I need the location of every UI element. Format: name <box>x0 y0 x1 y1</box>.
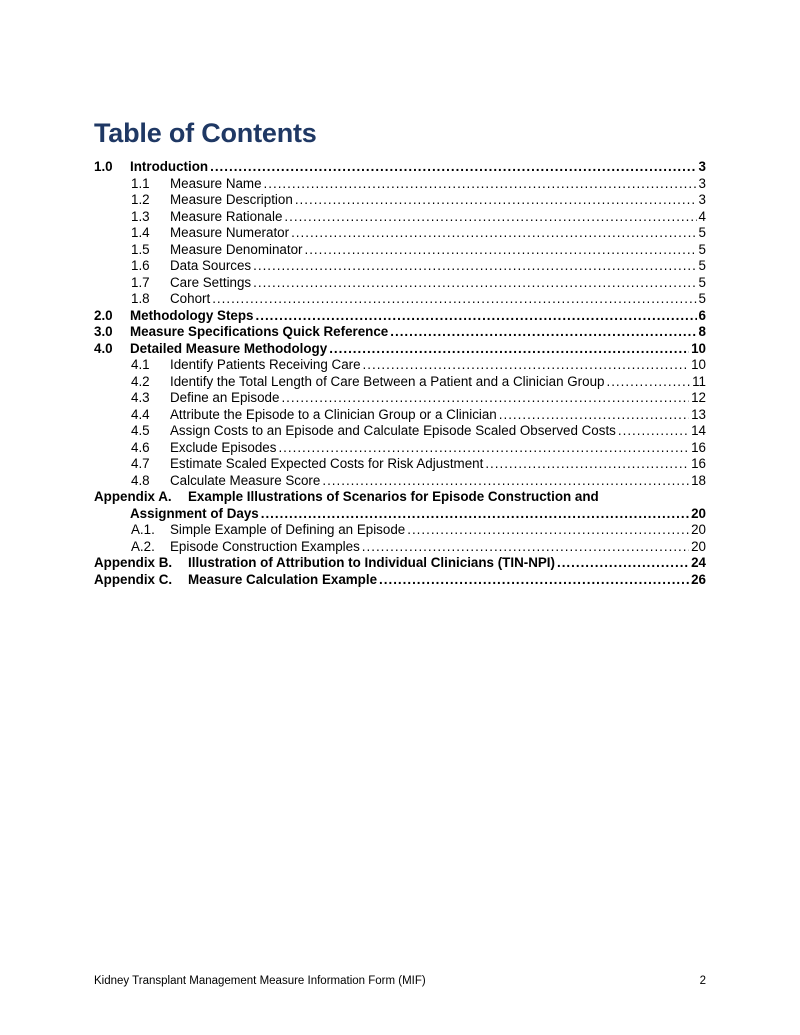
toc-entry-page: 5 <box>698 241 706 257</box>
toc-entry-label: Measure Name <box>170 175 262 191</box>
toc-entry-number: 4.5 <box>131 423 150 438</box>
toc-leader <box>618 423 689 440</box>
toc-leader <box>278 440 689 457</box>
table-of-contents <box>94 159 706 588</box>
toc-entry-number: 1.7 <box>131 274 150 290</box>
toc-entry-number: 4.7 <box>131 456 150 471</box>
toc-entry-page: 5 <box>698 258 706 273</box>
toc-leader <box>256 308 697 325</box>
toc-entry-label: Measure Calculation Example <box>188 571 378 587</box>
toc-entry-page: 8 <box>698 324 706 339</box>
toc-entry-page: 3 <box>698 159 706 174</box>
toc-entry-appendix-a-heading[interactable] <box>94 489 706 506</box>
toc-entry-page: 16 <box>691 456 706 471</box>
toc-entry-label: Introduction <box>130 159 209 174</box>
toc-entry-page: 20 <box>691 538 706 554</box>
toc-entry-label: Measure Rationale <box>170 208 283 224</box>
toc-entry-number: 1.0 <box>94 159 113 174</box>
toc-entry-label: Measure Description <box>170 192 293 207</box>
toc-entry-label: Data Sources <box>170 258 252 273</box>
toc-entry-page: 4 <box>698 208 706 224</box>
toc-entry-number: Appendix C. <box>94 571 173 587</box>
toc-leader <box>322 473 689 490</box>
toc-leader <box>485 456 689 473</box>
toc-entry-appendix-b[interactable] <box>94 555 706 572</box>
toc-entry-1-6[interactable] <box>94 258 706 275</box>
toc-entry-a-2[interactable] <box>94 539 706 556</box>
toc-entry-page: 11 <box>692 373 706 389</box>
toc-entry-4-5[interactable] <box>94 423 706 440</box>
toc-entry-a-1[interactable] <box>94 522 706 539</box>
toc-entry-number: 4.0 <box>94 340 113 356</box>
toc-entry-1-8[interactable] <box>94 291 706 308</box>
toc-entry-label: Measure Denominator <box>170 241 303 257</box>
toc-entry-page: 5 <box>698 291 706 306</box>
toc-leader <box>304 242 696 259</box>
toc-entry-number: 1.6 <box>131 258 150 273</box>
toc-leader <box>261 506 689 523</box>
toc-entry-4-0[interactable] <box>94 341 706 358</box>
toc-entry-4-2[interactable] <box>94 374 706 391</box>
toc-entry-4-7[interactable] <box>94 456 706 473</box>
toc-main-entries <box>94 159 706 489</box>
toc-entry-number: 1.4 <box>131 225 150 240</box>
toc-leader <box>253 275 696 292</box>
toc-leader <box>210 159 696 176</box>
toc-entry-number: A.2. <box>131 538 155 554</box>
toc-leader <box>379 572 689 589</box>
toc-entry-page: 3 <box>698 192 706 207</box>
toc-entry-number: 4.1 <box>131 357 150 372</box>
toc-appendix-a <box>94 489 706 555</box>
toc-entry-page: 13 <box>691 406 706 422</box>
toc-entry-page: 18 <box>691 472 706 488</box>
toc-entry-page: 20 <box>691 505 706 521</box>
toc-entry-1-0[interactable] <box>94 159 706 176</box>
toc-entry-label: Care Settings <box>170 274 252 290</box>
toc-entry-label: Cohort <box>170 291 211 306</box>
toc-entry-page: 26 <box>691 571 706 587</box>
toc-leader <box>362 539 689 556</box>
toc-entry-label: Example Illustrations of Scenarios for Episode Construction and <box>188 489 599 504</box>
toc-entry-4-8[interactable] <box>94 473 706 490</box>
toc-leader <box>291 225 696 242</box>
toc-entry-label: Calculate Measure Score <box>170 472 321 488</box>
toc-leader <box>363 357 690 374</box>
toc-entry-page: 5 <box>698 274 706 290</box>
toc-entry-appendix-a[interactable] <box>94 506 706 523</box>
toc-entry-number: 1.2 <box>131 192 150 207</box>
toc-leader <box>295 192 697 209</box>
toc-entry-page: 10 <box>691 340 706 356</box>
toc-entry-label: Measure Specifications Quick Reference <box>130 324 389 339</box>
toc-entry-4-1[interactable] <box>94 357 706 374</box>
toc-entry-page: 10 <box>691 357 706 372</box>
toc-entry-number: 3.0 <box>94 324 113 339</box>
toc-entry-page: 12 <box>691 390 706 405</box>
toc-entry-label: Episode Construction Examples <box>170 538 360 554</box>
page-title: Table of Contents <box>94 118 317 148</box>
toc-entry-4-6[interactable] <box>94 440 706 457</box>
toc-entry-number: 4.2 <box>131 373 150 389</box>
toc-entry-page: 20 <box>691 522 706 537</box>
toc-entry-label: Estimate Scaled Expected Costs for Risk Adjustment <box>170 456 484 471</box>
toc-entry-label: Detailed Measure Methodology <box>130 340 328 356</box>
toc-entry-number: 1.8 <box>131 291 150 306</box>
toc-leader <box>253 258 696 275</box>
toc-leader <box>281 390 689 407</box>
toc-entry-2-0[interactable] <box>94 308 706 325</box>
footer-page-number: 2 <box>699 975 706 987</box>
toc-entry-4-3[interactable] <box>94 390 706 407</box>
toc-leader <box>606 374 690 391</box>
toc-entry-label: Measure Numerator <box>170 225 290 240</box>
toc-entry-page: 5 <box>698 225 706 240</box>
toc-entry-1-3[interactable] <box>94 209 706 226</box>
toc-entry-1-5[interactable] <box>94 242 706 259</box>
toc-entry-label: Assign Costs to an Episode and Calculate Episode Scaled Observed Costs <box>170 423 616 438</box>
toc-entry-label: Identify Patients Receiving Care <box>170 357 361 372</box>
toc-entry-number: 1.1 <box>131 175 150 191</box>
toc-entry-number: 2.0 <box>94 307 113 323</box>
toc-leader <box>212 291 696 308</box>
toc-entry-1-1[interactable] <box>94 176 706 193</box>
toc-entry-label: Methodology Steps <box>130 307 254 323</box>
toc-entry-number: 1.3 <box>131 208 150 224</box>
toc-entry-label: Attribute the Episode to a Clinician Group or a Clinician <box>170 406 497 422</box>
toc-leader <box>390 324 696 341</box>
toc-entry-label: Identify the Total Length of Care Between a Patient and a Clinician Group <box>170 373 605 389</box>
toc-entry-number: 4.4 <box>131 406 150 422</box>
toc-entry-label: Simple Example of Defining an Episode <box>170 522 406 537</box>
toc-entry-number: 4.6 <box>131 439 150 455</box>
toc-leader <box>264 176 697 193</box>
toc-leader <box>329 341 689 358</box>
toc-leader <box>499 407 689 424</box>
toc-entry-label: Illustration of Attribution to Individual Clinicians (TIN-NPI) <box>188 555 555 570</box>
toc-entry-page: 24 <box>691 555 706 570</box>
toc-entry-number: A.1. <box>131 522 155 537</box>
toc-entry-label: Define an Episode <box>170 390 280 405</box>
toc-entry-page: 16 <box>691 439 706 455</box>
toc-entry-label: Assignment of Days <box>130 505 259 521</box>
toc-leader <box>284 209 696 226</box>
toc-entry-4-4[interactable] <box>94 407 706 424</box>
toc-entry-page: 3 <box>698 175 706 191</box>
page-footer <box>94 975 706 987</box>
toc-entry-1-2[interactable] <box>94 192 706 209</box>
toc-entry-1-4[interactable] <box>94 225 706 242</box>
toc-entry-number: Appendix A. <box>94 489 172 504</box>
toc-entry-page: 6 <box>698 307 706 323</box>
toc-entry-3-0[interactable] <box>94 324 706 341</box>
toc-entry-number: Appendix B. <box>94 555 173 570</box>
toc-entry-number: 4.3 <box>131 390 150 405</box>
toc-entry-number: 4.8 <box>131 472 150 488</box>
toc-leader <box>407 522 689 539</box>
toc-entry-page: 14 <box>691 423 706 438</box>
toc-entry-appendix-c[interactable] <box>94 572 706 589</box>
toc-entry-number: 1.5 <box>131 241 150 257</box>
toc-entry-label: Exclude Episodes <box>170 439 277 455</box>
toc-leader <box>557 555 689 572</box>
toc-entry-1-7[interactable] <box>94 275 706 292</box>
footer-document-title: Kidney Transplant Management Measure Information Form (MIF) <box>94 975 426 987</box>
